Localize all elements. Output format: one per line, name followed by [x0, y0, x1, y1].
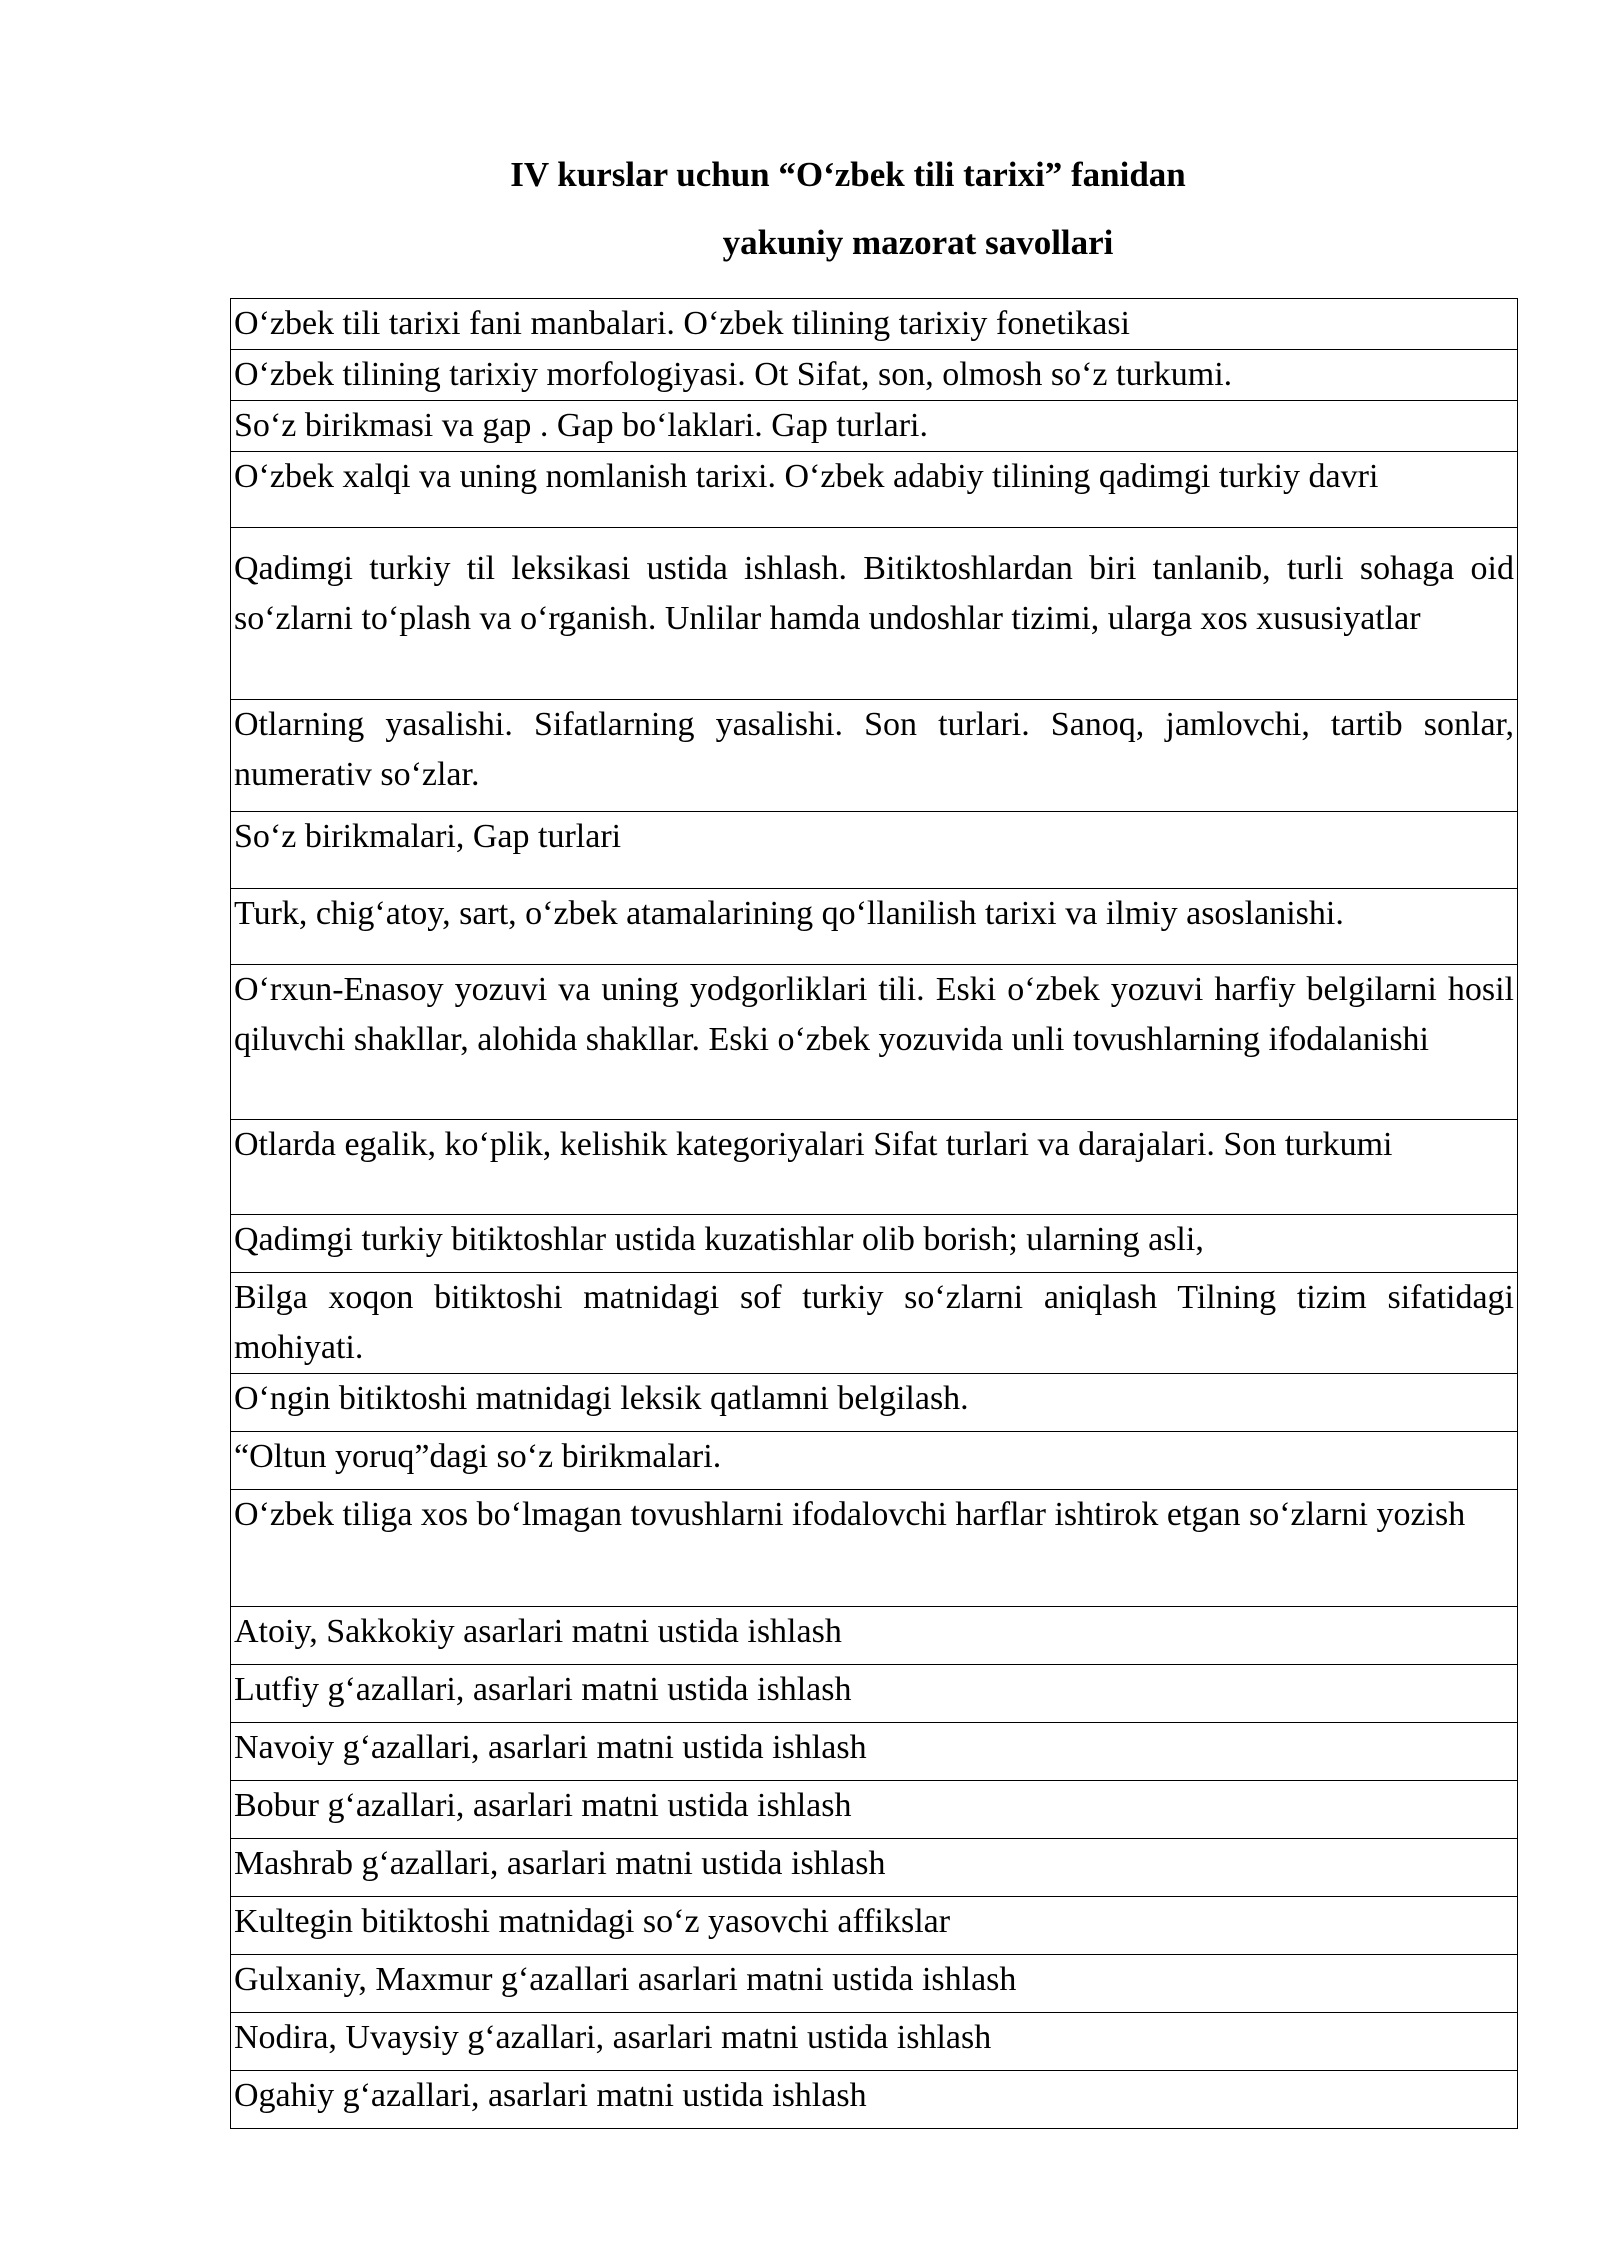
table-row: [231, 1665, 1518, 1723]
question-cell: “Oltun yoruq”dagi so‘z birikmalari.: [231, 1432, 1518, 1490]
questions-table: [230, 298, 1518, 2129]
question-cell: So‘z birikmalari, Gap turlari: [231, 812, 1518, 889]
question-cell: Turk, chig‘atoy, sart, o‘zbek atamalarining qo‘llanilish tarixi va ilmiy asoslanishi.: [231, 889, 1518, 965]
table-row: [231, 965, 1518, 1120]
question-cell: Lutfiy g‘azallari, asarlari matni ustida ishlash: [231, 1665, 1518, 1723]
question-cell: Nodira, Uvaysiy g‘azallari, asarlari matni ustida ishlash: [231, 2013, 1518, 2071]
question-cell: O‘rxun-Enasoy yozuvi va uning yodgorliklari tili. Eski o‘zbek yozuvi harfiy belgilarni hosil qiluvchi shakllar, alohida shakllar. Eski o‘zbek yozuvida unli tovushlarning ifodalanishi: [231, 965, 1518, 1120]
table-row: [231, 1215, 1518, 1273]
question-cell: Ogahiy g‘azallari, asarlari matni ustida ishlash: [231, 2071, 1518, 2129]
question-cell: Gulxaniy, Maxmur g‘azallari asarlari matni ustida ishlash: [231, 1955, 1518, 2013]
table-row: [231, 1490, 1518, 1607]
table-row: [231, 452, 1518, 528]
document-title: IV kurslar uchun “O‘zbek tili tarixi” fanidan: [510, 155, 1186, 194]
table-row: [231, 528, 1518, 700]
table-row: [231, 889, 1518, 965]
table-row: [231, 1607, 1518, 1665]
table-row: [231, 1955, 1518, 2013]
question-cell: O‘zbek tilining tarixiy morfologiyasi. Ot Sifat, son, olmosh so‘z turkumi.: [231, 350, 1518, 401]
table-row: [231, 1897, 1518, 1955]
question-cell: Qadimgi turkiy til leksikasi ustida ishlash. Bitiktoshlardan biri tanlanib, turli sohaga oid so‘zlarni to‘plash va o‘rganish. Unlilar hamda undoshlar tizimi, ularga xos xususiyatlar: [231, 528, 1518, 700]
table-row: [231, 1273, 1518, 1374]
table-row: [231, 1723, 1518, 1781]
table-row: [231, 1120, 1518, 1215]
table-row: [231, 2071, 1518, 2129]
table-row: [231, 299, 1518, 350]
table-row: [231, 350, 1518, 401]
question-cell: O‘zbek tili tarixi fani manbalari. O‘zbek tilining tarixiy fonetikasi: [231, 299, 1518, 350]
document-subtitle: yakuniy mazorat savollari: [722, 223, 1114, 262]
question-cell: O‘zbek tiliga xos bo‘lmagan tovushlarni ifodalovchi harflar ishtirok etgan so‘zlarni yozish: [231, 1490, 1518, 1607]
question-cell: Kultegin bitiktoshi matnidagi so‘z yasovchi affikslar: [231, 1897, 1518, 1955]
question-cell: O‘zbek xalqi va uning nomlanish tarixi. O‘zbek adabiy tilining qadimgi turkiy davri: [231, 452, 1518, 528]
table-row: [231, 812, 1518, 889]
question-cell: Atoiy, Sakkokiy asarlari matni ustida ishlash: [231, 1607, 1518, 1665]
table-row: [231, 1432, 1518, 1490]
table-row: [231, 1839, 1518, 1897]
question-cell: Otlarning yasalishi. Sifatlarning yasalishi. Son turlari. Sanoq, jamlovchi, tartib sonlar, numerativ so‘zlar.: [231, 700, 1518, 812]
table-row: [231, 2013, 1518, 2071]
table-row: [231, 401, 1518, 452]
question-cell: Otlarda egalik, ko‘plik, kelishik kategoriyalari Sifat turlari va darajalari. Son turkumi: [231, 1120, 1518, 1215]
table-row: [231, 1781, 1518, 1839]
question-cell: Bilga xoqon bitiktoshi matnidagi sof turkiy so‘zlarni aniqlash Tilning tizim sifatidagi mohiyati.: [231, 1273, 1518, 1374]
question-cell: Qadimgi turkiy bitiktoshlar ustida kuzatishlar olib borish; ularning asli,: [231, 1215, 1518, 1273]
question-cell: Mashrab g‘azallari, asarlari matni ustida ishlash: [231, 1839, 1518, 1897]
question-cell: O‘ngin bitiktoshi matnidagi leksik qatlamni belgilash.: [231, 1374, 1518, 1432]
question-cell: Navoiy g‘azallari, asarlari matni ustida ishlash: [231, 1723, 1518, 1781]
table-row: [231, 1374, 1518, 1432]
question-cell: So‘z birikmasi va gap . Gap bo‘laklari. Gap turlari.: [231, 401, 1518, 452]
table-row: [231, 700, 1518, 812]
question-cell: Bobur g‘azallari, asarlari matni ustida ishlash: [231, 1781, 1518, 1839]
